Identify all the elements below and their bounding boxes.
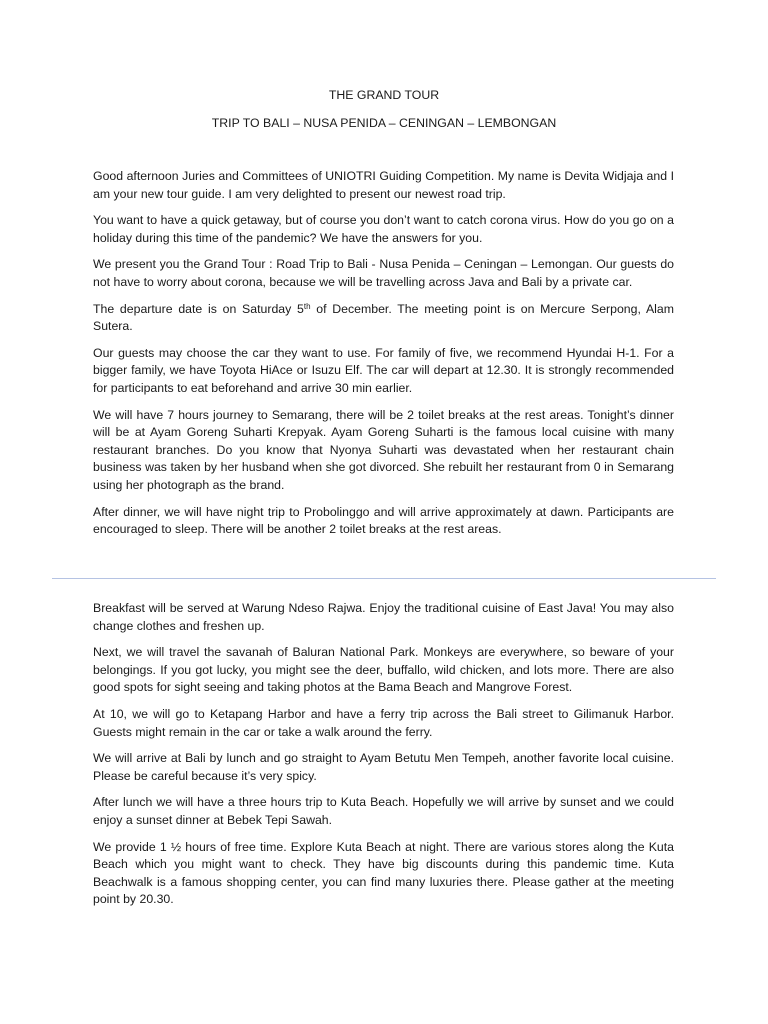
paragraph-present: We present you the Grand Tour : Road Trip to Bali - Nusa Penida – Ceningan – Lemongan. Our guests do not have to worry about corona, because we will be travelling across Java and Bali by a private car. (93, 257, 674, 289)
document-subtitle: TRIP TO BALI – NUSA PENIDA – CENINGAN – LEMBONGAN (211, 116, 557, 130)
paragraph-semarang: We will have 7 hours journey to Semarang, there will be 2 toilet breaks at the rest areas. Tonight’s dinner will be at Ayam Goreng Suharti Krepyak. Ayam Goreng Suharti is the famous local cuisine with many restaurant branches. Do you know that Nyonya Suharti was devastated when her restaurant chain business was taken by her husband when she got divorced. She rebuilt her restaurant from 0 in Semarang using her photograph as the brand. (93, 407, 674, 492)
paragraph-lunch: We will arrive at Bali by lunch and go straight to Ayam Betutu Men Tempeh, another favorite local cuisine. Please be careful because it’s very spicy. (93, 751, 674, 783)
paragraph-night-trip: After dinner, we will have night trip to Probolinggo and will arrive approximately at dawn. Participants are encouraged to sleep. There will be another 2 toilet breaks at the rest areas. (93, 504, 674, 537)
page-break-divider (52, 578, 716, 579)
paragraph-ferry: At 10, we will go to Ketapang Harbor and have a ferry trip across the Bali street to Gilimanuk Harbor. Guests might remain in the car or take a walk around the ferry. (93, 706, 674, 739)
paragraph-greeting: Good afternoon Juries and Committees of UNIOTRI Guiding Competition. My name is Devita Widjaja and I am your new tour guide. I am very delighted to present our newest road trip. (93, 169, 674, 201)
paragraph-baluran: Next, we will travel the savanah of Baluran National Park. Monkeys are everywhere, so beware of your belongings. If you got lucky, you might see the deer, buffallo, wild chicken, and lots more. There are also good spots for sight seeing and taking photos at the Bama Beach and Mangrove Forest. (93, 645, 674, 695)
departure-text-after: of December. The meeting point is on Mercure Serpong, Alam Sutera. (93, 301, 674, 334)
paragraph-car-choice: Our guests may choose the car they want to use. For family of five, we recommend Hyundai H-1. For a bigger family, we have Toyota HiAce or Isuzu Elf. The car will depart at 12.30. It is strongly recommended for participants to eat beforehand and arrive 30 min earlier. (93, 345, 674, 395)
paragraph-free-time: We provide 1 ½ hours of free time. Explore Kuta Beach at night. There are various stores along the Kuta Beach which you might want to check. They have big discounts during this pandemic time. Kuta Beachwalk is a famous shopping center, you can find many luxuries there. Please gather at the meeting point by 20.30. (93, 839, 674, 907)
paragraph-breakfast: Breakfast will be served at Warung Ndeso Rajwa. Enjoy the traditional cuisine of East Java! You may also change clothes and freshen up. (93, 601, 674, 633)
section-day-two (93, 600, 674, 918)
departure-text-before: The departure date is on Saturday 5 (93, 301, 304, 316)
departure-superscript: th (303, 301, 311, 311)
section-day-one (93, 168, 674, 548)
paragraph-departure (93, 301, 674, 336)
document-title: THE GRAND TOUR (328, 88, 440, 102)
paragraph-getaway: You want to have a quick getaway, but of course you don’t want to catch corona virus. How do you go on a holiday during this time of the pandemic? We have the answers for you. (93, 213, 674, 245)
paragraph-kuta-trip: After lunch we will have a three hours trip to Kuta Beach. Hopefully we will arrive by sunset and we could enjoy a sunset dinner at Bebek Tepi Sawah. (93, 795, 674, 827)
